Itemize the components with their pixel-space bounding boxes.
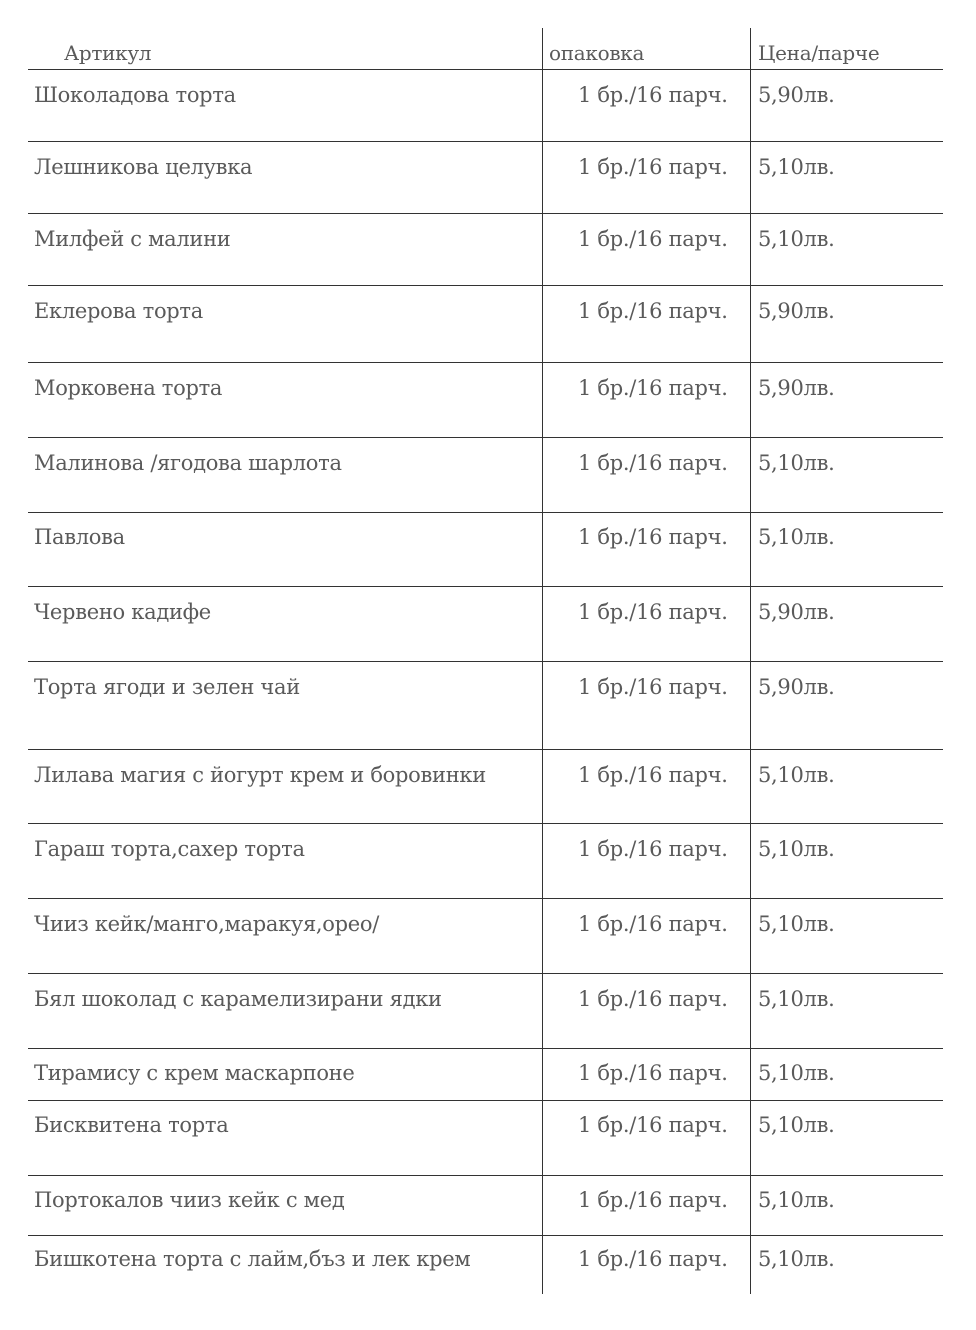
table-row-name: Портокалов чииз кейк с мед bbox=[34, 1188, 345, 1212]
table-row-package: 1 бр./16 парч. bbox=[578, 1188, 728, 1212]
table-row-price: 5,90лв. bbox=[758, 83, 835, 107]
table-row-price: 5,90лв. bbox=[758, 600, 835, 624]
table-row-price: 5,10лв. bbox=[758, 987, 835, 1011]
row-separator bbox=[28, 69, 943, 70]
table-row-name: Торта ягоди и зелен чай bbox=[34, 675, 300, 699]
table-row-name: Бял шоколад с карамелизирани ядки bbox=[34, 987, 442, 1011]
table-row-name: Лешникова целувка bbox=[34, 155, 253, 179]
row-separator bbox=[28, 661, 943, 662]
table-row-price: 5,10лв. bbox=[758, 763, 835, 787]
table-row-price: 5,90лв. bbox=[758, 675, 835, 699]
table-row-package: 1 бр./16 парч. bbox=[578, 376, 728, 400]
table-row-price: 5,10лв. bbox=[758, 451, 835, 475]
row-separator bbox=[28, 437, 943, 438]
table-row-package: 1 бр./16 парч. bbox=[578, 299, 728, 323]
table-row-price: 5,10лв. bbox=[758, 1113, 835, 1137]
table-row-package: 1 бр./16 парч. bbox=[578, 227, 728, 251]
table-row-name: Еклерова торта bbox=[34, 299, 203, 323]
table-row-name: Малинова /ягодова шарлота bbox=[34, 451, 342, 475]
table-row-name: Тирамису с крем маскарпоне bbox=[34, 1061, 355, 1085]
row-separator bbox=[28, 749, 943, 750]
row-separator bbox=[28, 1048, 943, 1049]
table-row-name: Червено кадифе bbox=[34, 600, 211, 624]
table-row-name: Шоколадова торта bbox=[34, 83, 236, 107]
table-row-name: Бисквитена торта bbox=[34, 1113, 229, 1137]
table-row-price: 5,10лв. bbox=[758, 1061, 835, 1085]
table-row-name: Гараш торта,сахер торта bbox=[34, 837, 305, 861]
row-separator bbox=[28, 512, 943, 513]
table-row-package: 1 бр./16 парч. bbox=[578, 600, 728, 624]
table-row-package: 1 бр./16 парч. bbox=[578, 675, 728, 699]
table-row-package: 1 бр./16 парч. bbox=[578, 763, 728, 787]
table-row-package: 1 бр./16 парч. bbox=[578, 451, 728, 475]
table-row-package: 1 бр./16 парч. bbox=[578, 525, 728, 549]
table-row-price: 5,10лв. bbox=[758, 525, 835, 549]
table-row-package: 1 бр./16 парч. bbox=[578, 83, 728, 107]
header-article: Артикул bbox=[64, 41, 152, 65]
table-row-price: 5,10лв. bbox=[758, 227, 835, 251]
table-row-price: 5,10лв. bbox=[758, 837, 835, 861]
table-row-name: Бишкотена торта с лайм,бъз и лек крем bbox=[34, 1247, 471, 1271]
row-separator bbox=[28, 1100, 943, 1101]
table-row-price: 5,90лв. bbox=[758, 299, 835, 323]
row-separator bbox=[28, 213, 943, 214]
table-row-package: 1 бр./16 парч. bbox=[578, 155, 728, 179]
table-row-price: 5,10лв. bbox=[758, 912, 835, 936]
table-row-package: 1 бр./16 парч. bbox=[578, 987, 728, 1011]
row-separator bbox=[28, 1175, 943, 1176]
row-separator bbox=[28, 823, 943, 824]
header-price: Цена/парче bbox=[758, 41, 880, 65]
table-row-name: Лилава магия с йогурт крем и боровинки bbox=[34, 763, 486, 787]
table-row-price: 5,90лв. bbox=[758, 376, 835, 400]
row-separator bbox=[28, 141, 943, 142]
table-row-package: 1 бр./16 парч. bbox=[578, 912, 728, 936]
table-row-name: Павлова bbox=[34, 525, 125, 549]
row-separator bbox=[28, 898, 943, 899]
row-separator bbox=[28, 285, 943, 286]
table-row-package: 1 бр./16 парч. bbox=[578, 1061, 728, 1085]
table-row-package: 1 бр./16 парч. bbox=[578, 837, 728, 861]
table-row-price: 5,10лв. bbox=[758, 1188, 835, 1212]
table-row-price: 5,10лв. bbox=[758, 1247, 835, 1271]
row-separator bbox=[28, 1235, 943, 1236]
table-row-name: Милфей с малини bbox=[34, 227, 231, 251]
table-row-name: Морковена торта bbox=[34, 376, 223, 400]
table-row-price: 5,10лв. bbox=[758, 155, 835, 179]
table-row-package: 1 бр./16 парч. bbox=[578, 1113, 728, 1137]
table-row-name: Чииз кейк/манго,маракуя,орео/ bbox=[34, 912, 380, 936]
header-package: опаковка bbox=[549, 41, 645, 65]
row-separator bbox=[28, 362, 943, 363]
table-row-package: 1 бр./16 парч. bbox=[578, 1247, 728, 1271]
row-separator bbox=[28, 973, 943, 974]
row-separator bbox=[28, 586, 943, 587]
